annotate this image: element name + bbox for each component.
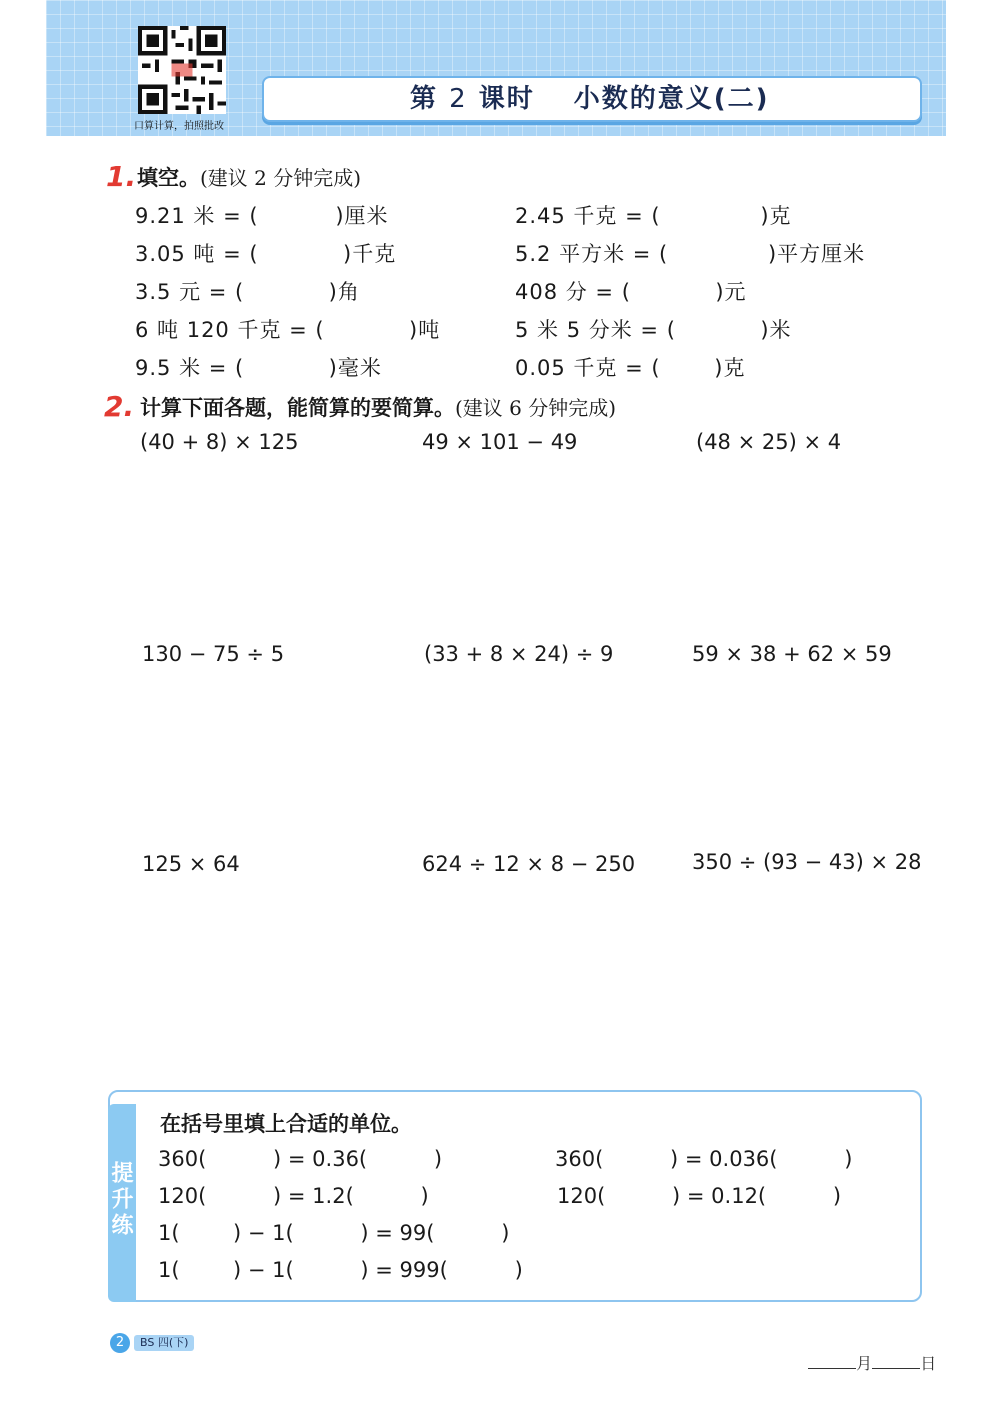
edition-tag: BS 四(下) — [134, 1335, 194, 1351]
section-2-title — [140, 392, 616, 422]
unit-item: 360( ) = 0.36( ) — [158, 1147, 443, 1171]
unit-item: 120( ) = 1.2( ) — [158, 1184, 429, 1208]
fill-item: 9.21 米 = ( )厘米 — [135, 204, 389, 228]
section-1-title-text: 填空。 — [137, 166, 200, 190]
unit-item: 1( ) − 1( ) = 999( ) — [158, 1258, 523, 1282]
calc-problem: 350 ÷ (93 − 43) × 28 — [692, 850, 922, 874]
qr-code-icon — [138, 26, 226, 114]
calc-problem: (48 × 25) × 4 — [696, 430, 842, 454]
fill-item: 5.2 平方米 = ( )平方厘米 — [515, 242, 866, 266]
calc-problem: 624 ÷ 12 × 8 − 250 — [422, 852, 636, 876]
lesson-prefix: 第 — [410, 84, 439, 114]
calc-problem: 59 × 38 + 62 × 59 — [692, 642, 892, 666]
section-2-title-text: 计算下面各题，能简算的要简算。 — [140, 396, 455, 420]
calc-problem: 125 × 64 — [142, 852, 240, 876]
fill-item: 3.5 元 = ( )角 — [135, 280, 360, 304]
unit-item: 1( ) − 1( ) = 99( ) — [158, 1221, 510, 1245]
lesson-topic: 小数的意义(二) — [573, 84, 770, 114]
month-label: 月 — [856, 1354, 873, 1373]
fill-item: 0.05 千克 = ( )克 — [515, 356, 746, 380]
page-number: 2 — [110, 1333, 130, 1353]
section-2-number: 2. — [104, 390, 135, 423]
month-blank[interactable] — [808, 1354, 856, 1369]
extension-title: 在括号里填上合适的单位。 — [160, 1112, 412, 1136]
lesson-number: 2 — [449, 84, 468, 114]
fill-item: 3.05 吨 = ( )千克 — [135, 242, 397, 266]
section-1-title — [137, 162, 361, 192]
fill-item: 408 分 = ( )元 — [515, 280, 747, 304]
calc-problem: (40 + 8) × 125 — [140, 430, 299, 454]
fill-item: 6 吨 120 千克 = ( )吨 — [135, 318, 441, 342]
section-2-hint: (建议 6 分钟完成) — [455, 396, 617, 420]
day-label: 日 — [920, 1354, 937, 1373]
calc-problem: (33 + 8 × 24) ÷ 9 — [424, 642, 614, 666]
fill-item: 9.5 米 = ( )毫米 — [135, 356, 382, 380]
fill-item: 2.45 千克 = ( )克 — [515, 204, 792, 228]
calc-problem: 130 − 75 ÷ 5 — [142, 642, 285, 666]
section-1-hint: (建议 2 分钟完成) — [200, 166, 362, 190]
date-field — [798, 1332, 936, 1374]
extension-side-label: 提升练 — [108, 1161, 133, 1239]
day-blank[interactable] — [872, 1354, 920, 1369]
lesson-title — [410, 78, 770, 115]
section-1-number: 1. — [106, 160, 137, 193]
lesson-suffix: 课时 — [478, 84, 535, 114]
calc-problem: 49 × 101 − 49 — [422, 430, 578, 454]
unit-item: 360( ) = 0.036( ) — [555, 1147, 853, 1171]
unit-item: 120( ) = 0.12( ) — [557, 1184, 842, 1208]
fill-item: 5 米 5 分米 = ( )米 — [515, 318, 792, 342]
qr-caption: 口算计算，拍照批改 — [134, 121, 224, 132]
